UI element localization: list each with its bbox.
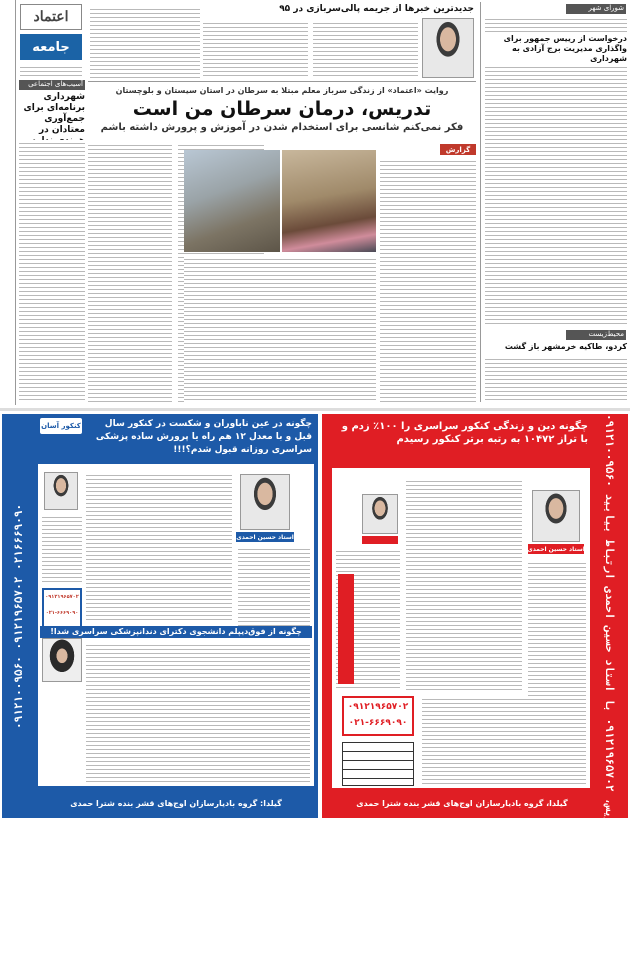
report-label-text: گزارش [445, 145, 471, 154]
top-feature [88, 2, 476, 82]
right-ad-phone-2: ۰۲۱-۶۶۶۹۰۹۰ [348, 718, 408, 728]
right-ad-phone-1: ۰۹۱۲۱۹۶۵۷۰۲ [347, 702, 409, 712]
left-ad [2, 414, 318, 818]
main-story-under-photos [184, 256, 376, 402]
left-ad-side-strip: ۰۹۱۲۱۰۰۹۵۶۰ ۰۹۱۲۱۹۶۵۷۰۲ ۰۲۱۶۶۶۹۰۹۰ [12, 503, 25, 729]
right-headline-1: درخواست از رییس جمهور برای واگذاری مدیریت برج آزادی به شهرداری [503, 34, 627, 63]
left-ad-body-4 [86, 642, 310, 782]
page-divider [0, 408, 630, 411]
masthead-logo: اعتماد [33, 9, 69, 25]
main-photo-teacher [184, 150, 280, 252]
left-ad-badge [40, 418, 82, 434]
right-ad-portrait-2 [362, 494, 398, 534]
main-headline: تدریس، درمان سرطان من است [132, 98, 432, 120]
masthead [20, 4, 82, 30]
right-ad-name-tag-1 [528, 544, 584, 554]
left-body-text [19, 140, 85, 400]
left-ad-portrait-1 [240, 474, 290, 530]
left-ad-phone-2: ۰۲۱-۶۶۶۹۰۹۰ [45, 610, 79, 616]
section-banner [20, 34, 82, 60]
left-ad-title-2: چگونه از فوق‌دیپلم دانشجوی دکترای دندانپزشکی سراسری شدا! [40, 626, 312, 638]
right-ad-teacher: استاد حسین احمدی [527, 545, 585, 553]
right-ad-side-strip: با ۱۷ سال تجربه در تدریس، ۰۹۱۲۱۹۶۵۷۰۲ با استاد حسین احمدی ارتباط بیابید ۰۹۱۲۱۰۰۹۵۶۰ [603, 414, 616, 964]
top-feature-portrait [422, 18, 474, 78]
top-feature-headline: جدیدترین خبرها از جریمه پالی‌سربازی در ۹۵ [279, 4, 474, 14]
left-ad-body-1 [86, 472, 232, 622]
right-column [480, 2, 628, 402]
page-spine [0, 0, 16, 405]
left-ad-phone-1: ۰۹۱۲۱۹۶۵۷۰۲ [45, 594, 79, 600]
report-label [440, 144, 476, 155]
left-ad-portrait-2 [44, 472, 78, 510]
right-ad-body-1 [406, 478, 522, 690]
top-feature-body-3 [90, 6, 200, 78]
right-ad-footer: گیلدا، گروه بادیارسازان اوج‌های قشر بنده شترا حمدی [356, 799, 568, 808]
main-subhead: فکر نمی‌کنم شانسی برای استخدام شدن در آموزش و پرورش داشته باشم [100, 122, 464, 133]
left-ad-portrait-3 [42, 638, 82, 682]
left-ad-body-3 [42, 514, 82, 584]
left-ad-badge-text: کنکور آسان [41, 422, 81, 430]
right-headline-2: کردو، طاکیه خرمشهر باز گشت [504, 342, 627, 351]
main-kicker: روایت «اعتماد» از زندگی سرباز معلم مبتلا به سرطان در استان سیستان و بلوچستان [115, 86, 449, 95]
right-tag-1: شورای شهر [566, 4, 626, 14]
right-ad-phone-box [342, 696, 414, 736]
right-ad-portrait-1 [532, 490, 580, 542]
left-ad-title: چگونه در عین ناباوران و شکست در کنکور سال قبل و با معدل ۱۲ هم راه یا پرورش ساده پزشکی سراسری روزانه قبول شدم؟!!! [95, 419, 312, 455]
main-story-header [88, 84, 476, 138]
left-tag: آسیب‌های اجتماعی [19, 80, 85, 90]
top-feature-body-2 [203, 20, 308, 78]
main-photo-classroom [282, 150, 376, 252]
right-ad [322, 414, 628, 964]
right-ad-table [342, 742, 414, 786]
top-feature-body-1 [313, 20, 418, 78]
right-ad-inner-band [338, 574, 354, 684]
left-ad-footer: گیلدا: گروه بادیارسازان اوج‌های قشر بنده شترا حمدی [70, 799, 282, 808]
left-ad-name-tag [236, 532, 294, 542]
main-story-right-text [380, 142, 476, 402]
left-headline: شهرداری برنامه‌ای برای جمع‌آوری معتادان در [23, 92, 85, 135]
left-column [19, 80, 85, 402]
right-tag-2: محیط‌زیست [566, 330, 626, 340]
right-ad-title: چگونه دین و زندگی کنکور سراسری را ۱۰۰٪ زدم و با تراز ۱۰۴۷۲ به رتبه برتر کنکور رسیدم [341, 421, 588, 445]
masthead-subline [20, 64, 82, 76]
left-ad-phone-box [42, 588, 82, 628]
left-ad-body-2 [238, 546, 310, 626]
left-ad-teacher: استاد حسین احمدی [236, 533, 294, 541]
section-name: جامعه [32, 39, 70, 55]
